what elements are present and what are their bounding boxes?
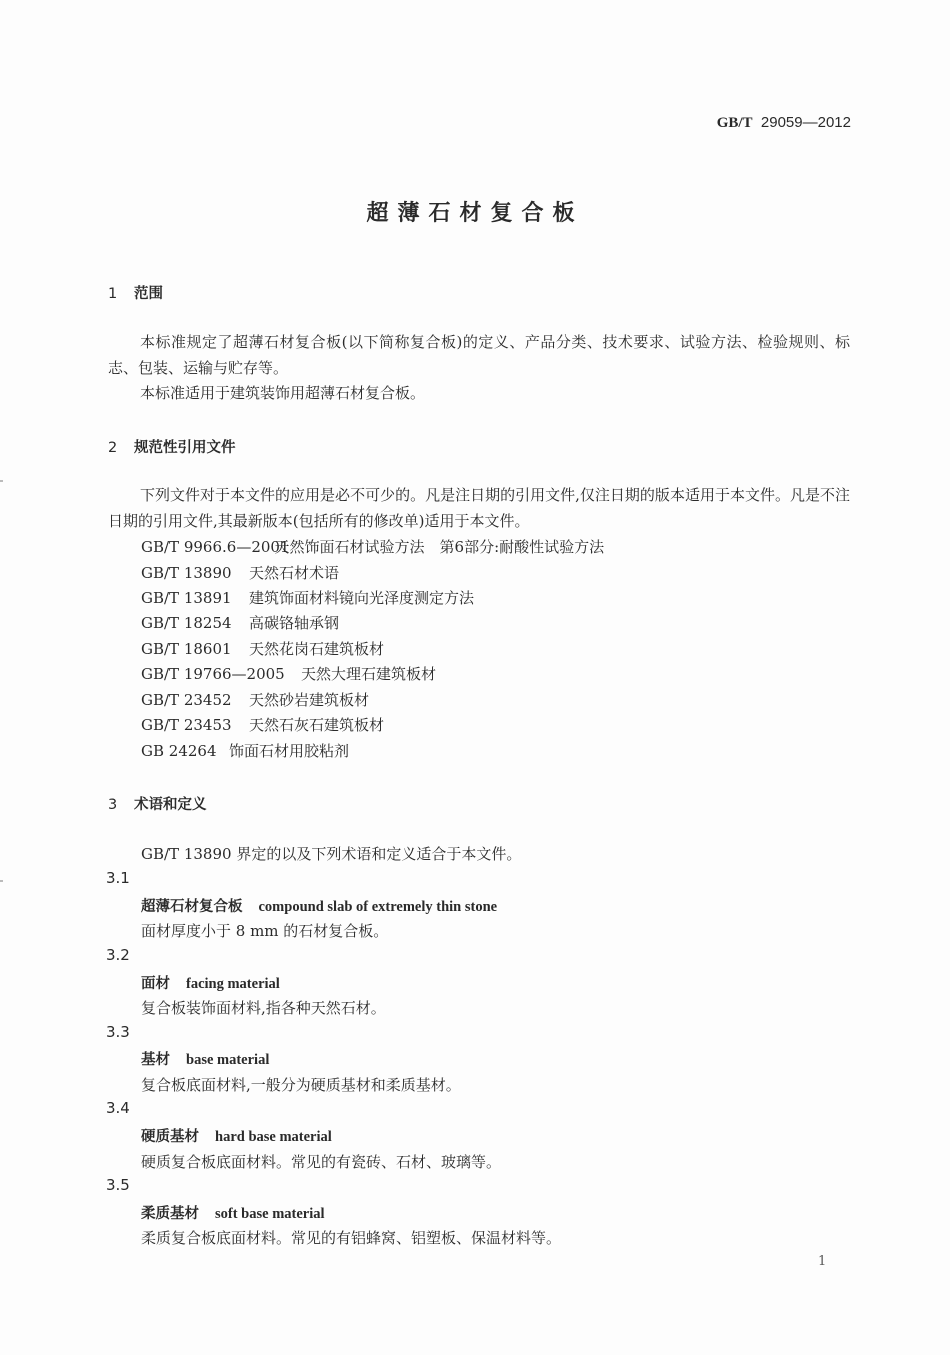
- reference-code: GB/T 19766—2005: [141, 665, 285, 683]
- document-title: 超薄石材复合板: [366, 201, 584, 226]
- term-heading: [141, 1202, 325, 1223]
- reference-title: 天然石材术语: [249, 564, 340, 582]
- section-intro: GB/T 13890 界定的以及下列术语和定义适合于本文件。: [141, 845, 522, 863]
- scan-mark: [0, 880, 3, 882]
- reference-code: GB/T 23453: [141, 716, 232, 734]
- term-zh: 面材: [141, 976, 170, 992]
- reference-item: [141, 714, 384, 735]
- term-definition: 面材厚度小于 8 mm 的石材复合板。: [141, 922, 389, 940]
- term-heading: [141, 1048, 269, 1069]
- paragraph: 本标准适用于建筑装饰用超薄石材复合板。: [140, 384, 426, 402]
- term-heading: [141, 972, 280, 993]
- term-number: 3.2: [106, 946, 130, 964]
- term-number: 3.1: [106, 869, 130, 887]
- term-number: 3.5: [106, 1176, 130, 1194]
- section-title: 规范性引用文件: [134, 440, 236, 456]
- standard-number: 29059—2012: [760, 114, 851, 131]
- reference-code: GB/T 9966.6—2001: [141, 538, 290, 556]
- term-zh: 柔质基材: [141, 1206, 199, 1222]
- term-zh: 超薄石材复合板: [141, 899, 243, 915]
- reference-title: 天然大理石建筑板材: [301, 665, 437, 683]
- section-3-heading: [108, 793, 207, 814]
- reference-title: 天然砂岩建筑板材: [249, 691, 370, 709]
- paragraph: 本标准规定了超薄石材复合板(以下简称复合板)的定义、产品分类、技术要求、试验方法、检验规则、标志、包装、运输与贮存等。: [108, 333, 850, 377]
- reference-title: 天然花岗石建筑板材: [249, 640, 385, 658]
- scan-mark: [0, 480, 3, 482]
- term-en: compound slab of extremely thin stone: [258, 899, 498, 915]
- section-title: 术语和定义: [134, 797, 207, 813]
- term-definition: 柔质复合板底面材料。常见的有铝蜂窝、铝塑板、保温材料等。: [141, 1229, 562, 1247]
- reference-title: 天然饰面石材试验方法 第6部分:耐酸性试验方法: [274, 538, 605, 556]
- reference-title: 天然石灰石建筑板材: [249, 716, 385, 734]
- page-number: 1: [818, 1254, 827, 1269]
- reference-item: [141, 638, 384, 659]
- reference-title: 建筑饰面材料镜向光泽度测定方法: [249, 589, 475, 607]
- term-heading: [141, 895, 497, 916]
- term-definition: 复合板装饰面材料,指各种天然石材。: [141, 999, 386, 1017]
- term-number: 3.4: [106, 1099, 130, 1117]
- reference-item: [141, 587, 474, 608]
- standard-prefix: GB/T: [716, 115, 753, 131]
- term-en: hard base material: [215, 1129, 332, 1145]
- term-zh: 基材: [141, 1052, 170, 1068]
- section-1-heading: [108, 282, 163, 303]
- reference-title: 饰面石材用胶粘剂: [229, 742, 350, 760]
- term-en: soft base material: [215, 1206, 325, 1222]
- section-number: 3: [108, 797, 118, 813]
- reference-item: [141, 562, 339, 583]
- reference-item: [141, 663, 436, 684]
- term-en: facing material: [186, 976, 280, 992]
- section-number: 2: [108, 440, 118, 456]
- standard-code: [717, 114, 851, 132]
- reference-code: GB/T 13890: [141, 564, 232, 582]
- reference-item: [141, 689, 369, 710]
- reference-title: 高碳铬轴承钢: [249, 614, 340, 632]
- paragraph: 下列文件对于本文件的应用是必不可少的。凡是注日期的引用文件,仅注日期的版本适用于本文件。凡是不注日期的引用文件,其最新版本(包括所有的修改单)适用于本文件。: [108, 486, 850, 530]
- reference-item: [141, 536, 604, 557]
- reference-code: GB/T 13891: [141, 589, 232, 607]
- section-number: 1: [108, 286, 118, 302]
- reference-item: [141, 740, 349, 761]
- term-definition: 复合板底面材料,一般分为硬质基材和柔质基材。: [141, 1076, 461, 1094]
- section-2-heading: [108, 436, 236, 457]
- term-en: base material: [186, 1052, 270, 1068]
- section-title: 范围: [134, 286, 163, 302]
- term-definition: 硬质复合板底面材料。常见的有瓷砖、石材、玻璃等。: [141, 1153, 502, 1171]
- reference-code: GB/T 23452: [141, 691, 232, 709]
- reference-code: GB 24264: [141, 742, 217, 760]
- term-number: 3.3: [106, 1023, 130, 1041]
- reference-item: [141, 612, 339, 633]
- reference-code: GB/T 18601: [141, 640, 232, 658]
- term-heading: [141, 1125, 332, 1146]
- term-zh: 硬质基材: [141, 1129, 199, 1145]
- reference-code: GB/T 18254: [141, 614, 232, 632]
